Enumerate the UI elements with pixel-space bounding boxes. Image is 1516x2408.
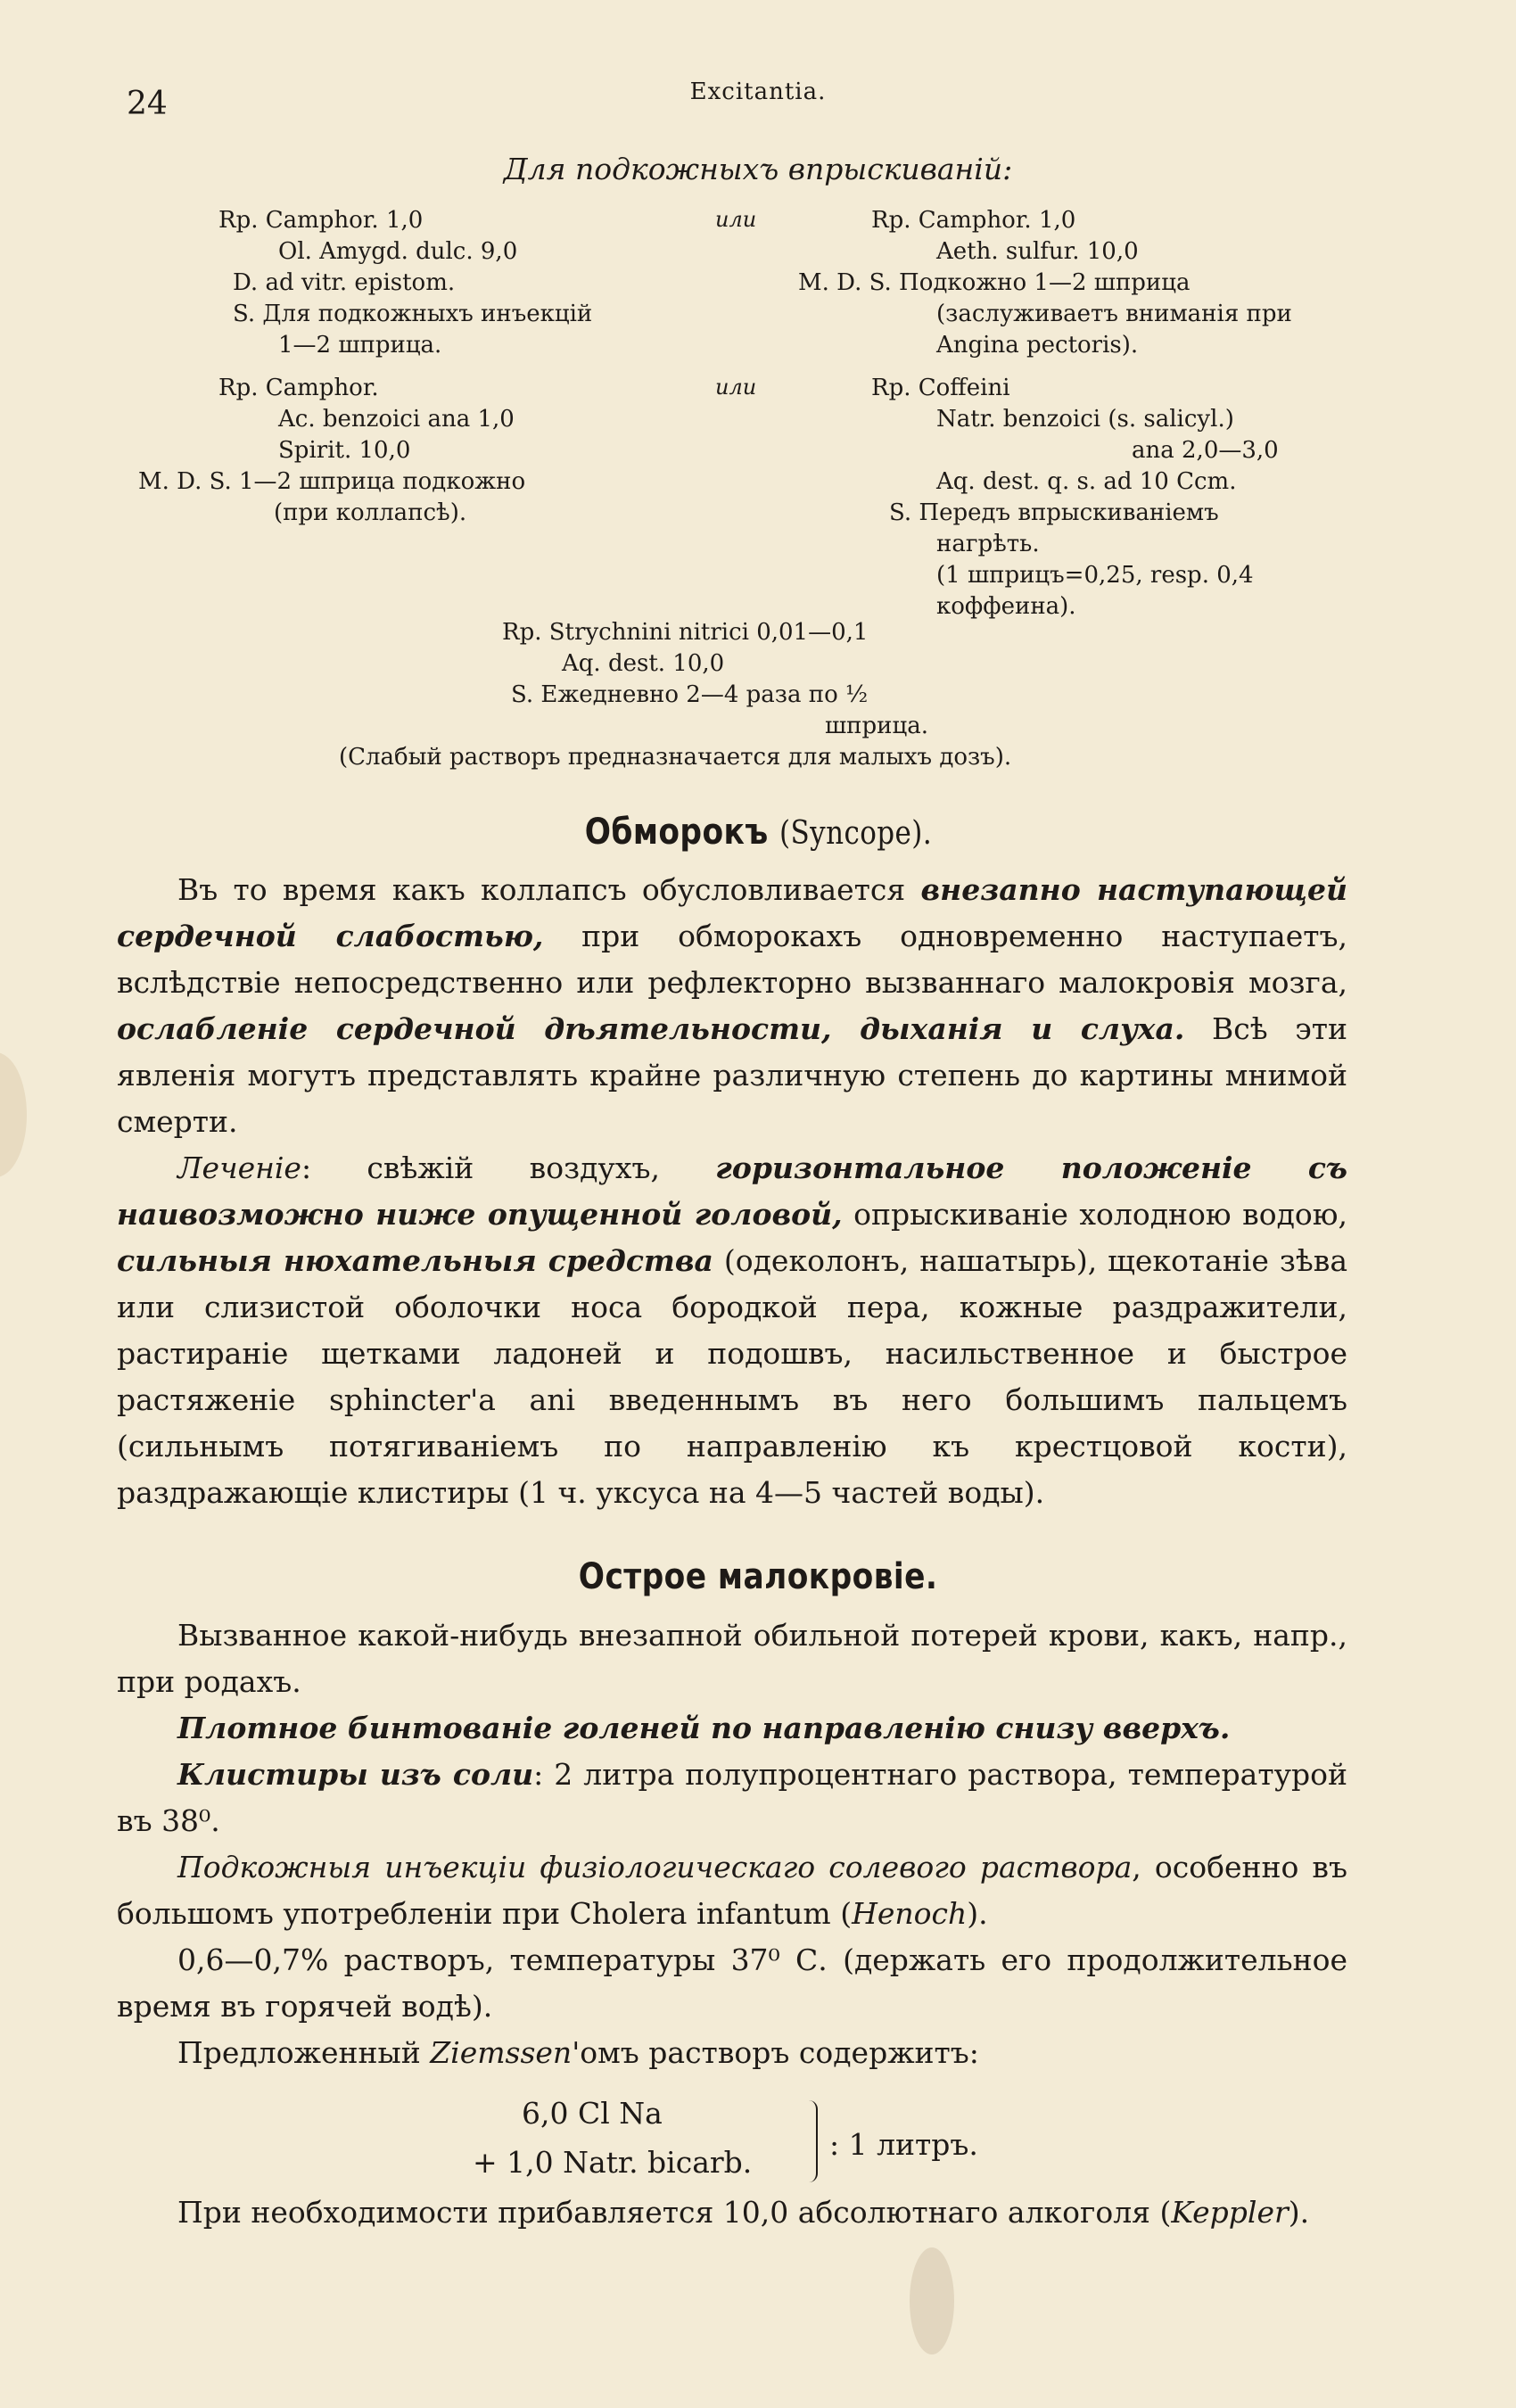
rx-line: Aq. dest. 10,0 [562, 650, 725, 677]
ziemssen-formula-result: : 1 литръ. [829, 2127, 978, 2162]
rx-line: S. Для подкожныхъ инъекцій [233, 301, 593, 327]
anemia-paragraph-ziemssen: Предложенный Ziemssen'омъ растворъ содержитъ: [177, 2035, 979, 2070]
anemia-paragraph-enemas: Клистиры изъ соли: 2 литра полупроцентнаго раствора, температурой въ 38⁰. [117, 1757, 1347, 1838]
rx-line: M. D. S. Подкожно 1—2 шприца [798, 269, 1191, 296]
paper-mark [910, 2247, 954, 2354]
rx-line: Ac. benzoici ana 1,0 [278, 406, 515, 433]
prescription-camphor-oil [218, 205, 592, 361]
running-title: Excitantia. [689, 78, 827, 105]
or-label: или [715, 207, 757, 232]
rx-line: Aeth. sulfur. 10,0 [936, 238, 1139, 265]
rx-line: S. Передъ впрыскиваніемъ [889, 499, 1219, 526]
rx-line: 1—2 шприца. [278, 332, 442, 359]
syncope-title-latin: (Syncope). [779, 815, 932, 852]
rx-line: Rp. Camphor. 1,0 [218, 207, 424, 234]
anemia-paragraph-bandaging: Плотное бинтованіе голеней по направленію снизу вверхъ. [177, 1711, 1231, 1745]
rx-line: (при коллапсѣ). [274, 499, 467, 526]
paper-stain [0, 1052, 27, 1177]
rx-line: Aq. dest. q. s. ad 10 Ccm. [936, 468, 1237, 495]
syncope-paragraph-1: Въ то время какъ коллапсъ обусловливается внезапно наступающей сердечной слабостью, при обморокахъ одновременно наступаетъ, вслѣдствіе непосредственно или рефлекторно вызваннаго малокровія мозга, ослабленіе сердечной дѣятельности, дыханія и слуха. Всѣ эти явленія могутъ представлять крайне различную степень до картины мнимой смерти. [117, 872, 1348, 1139]
rx-line: Ol. Amygd. dulc. 9,0 [278, 238, 518, 265]
page-number: 24 [127, 86, 168, 122]
rx-line: (1 шприцъ=0,25, resp. 0,4 [936, 562, 1254, 589]
prescription-camphor-benzoic [138, 373, 525, 529]
rx-line: Rp. Strychnini nitrici 0,01—0,1 [502, 619, 869, 646]
prescription-caffeine [871, 373, 1279, 623]
anemia-closing [117, 2189, 1347, 2236]
anemia-paragraph-alcohol: При необходимости прибавляется 10,0 абсолютнаго алкоголя (Keppler). [177, 2195, 1310, 2230]
rx-line: Spirit. 10,0 [278, 437, 411, 464]
rx-line: M. D. S. 1—2 шприца подкожно [138, 468, 526, 495]
or-label: или [715, 375, 757, 400]
ziemssen-formula-line-1: 6,0 Cl Na [522, 2096, 663, 2131]
anemia-heading [0, 1556, 1516, 1597]
prescription-camphor-ether [798, 205, 1292, 361]
rx-line: (заслуживаетъ вниманія при [936, 301, 1292, 327]
rx-line: коффеина). [936, 593, 1076, 620]
anemia-text [117, 1612, 1347, 2076]
strychnine-note: (Слабый растворъ предназначается для малыхъ дозъ). [339, 744, 1012, 771]
rx-line: D. ad vitr. epistom. [233, 269, 456, 296]
rx-line: Angina pectoris). [936, 332, 1139, 359]
injections-heading: Для подкожныхъ впрыскиваній: [503, 152, 1013, 186]
rx-line: ana 2,0—3,0 [1132, 437, 1279, 464]
syncope-heading [0, 812, 1516, 853]
prescription-strychnine [502, 617, 928, 742]
anemia-paragraph-injections: Подкожныя инъекціи физіологическаго солевого раствора, особенно въ большомъ употребленіи при Cholera infantum (Henoch). [117, 1850, 1348, 1931]
rx-line: Natr. benzoici (s. salicyl.) [936, 406, 1234, 433]
anemia-paragraph-solution: 0,6—0,7% растворъ, температуры 37⁰ С. (держать его продолжительное время въ горячей водѣ). [117, 1942, 1347, 2024]
rx-line: Rp. Camphor. [218, 375, 379, 401]
ziemssen-formula-line-2: + 1,0 Natr. bicarb. [473, 2145, 753, 2180]
rx-line: нагрѣть. [936, 531, 1040, 557]
rx-line: Rp. Coffeini [871, 375, 1010, 401]
syncope-text [117, 867, 1347, 1516]
formula-brace [807, 2100, 818, 2182]
rx-line: Rp. Camphor. 1,0 [871, 207, 1076, 234]
rx-line: шприца. [825, 713, 928, 739]
syncope-paragraph-treatment: Леченіе: свѣжій воздухъ, горизонтальное положеніе съ наивозможно ниже опущенной головой, опрыскиваніе холодною водою, сильныя нюхательныя средства (одеколонъ, нашатырь), щекотаніе зѣва или слизистой оболочки носа бородкой пера, кожные раздражители, растираніе щетками ладоней и подошвъ, насильственное и быстрое растяженіе sphincter'a ani введеннымъ въ него большимъ пальцемъ (сильнымъ потягиваніемъ по направленію къ крестцовой кости), раздражающіе клистиры (1 ч. уксуса на 4—5 частей воды). [117, 1150, 1347, 1510]
rx-line: S. Ежедневно 2—4 раза по ½ [511, 681, 869, 708]
syncope-title: Обморокъ [584, 812, 769, 853]
anemia-paragraph-1: Вызванное какой-нибудь внезапной обильной потерей крови, какъ, напр., при родахъ. [117, 1618, 1347, 1699]
anemia-title: Острое малокровіе. [578, 1556, 938, 1597]
